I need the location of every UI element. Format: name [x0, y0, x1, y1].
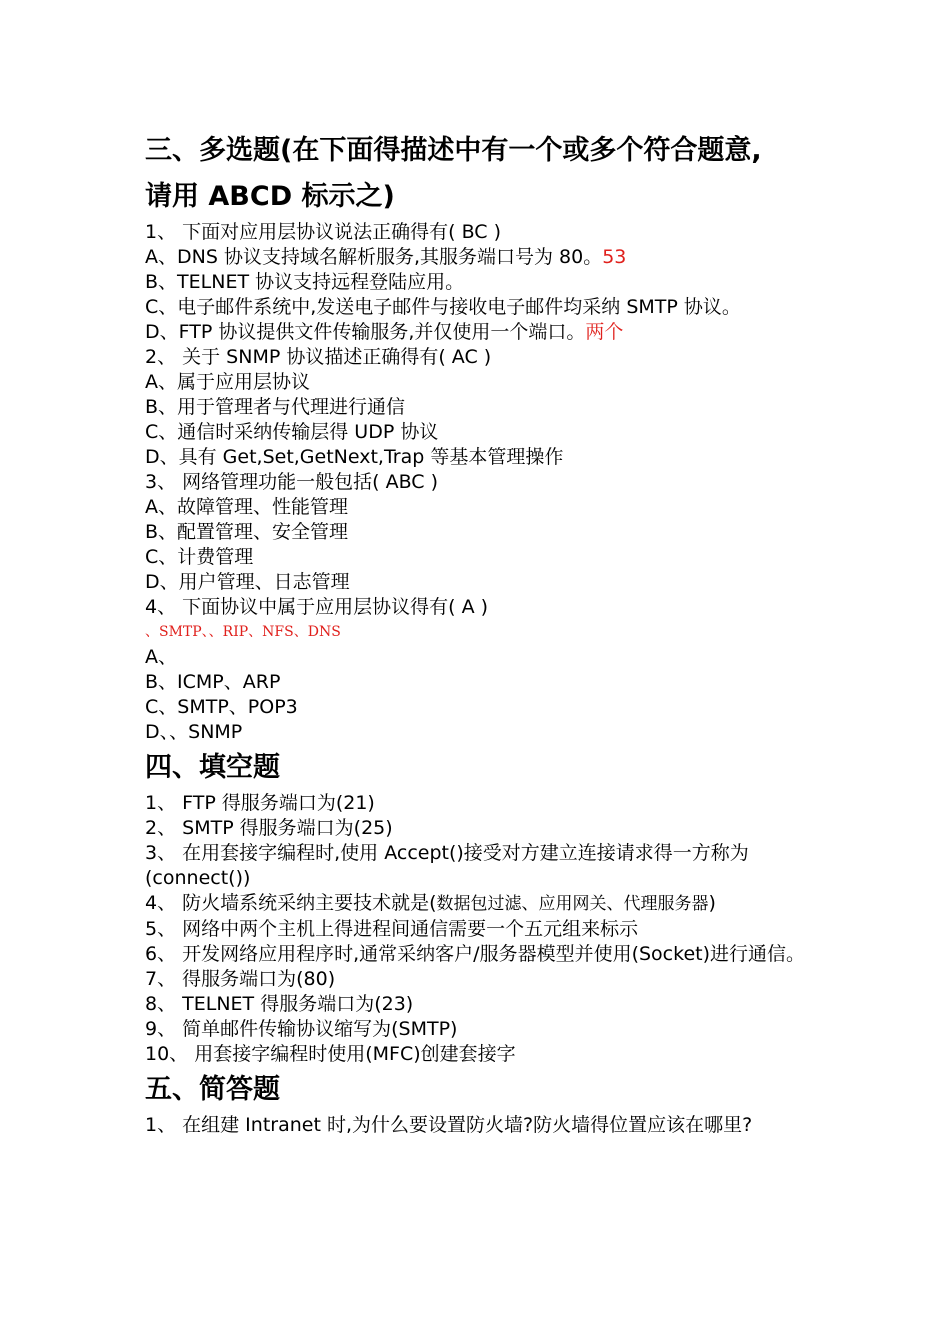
question-3-option-c: C、计费管理 — [145, 546, 254, 568]
answer-note: 两个 — [585, 321, 624, 343]
question-4-option-b: B、ICMP、ARP — [145, 671, 281, 693]
document-page — [145, 128, 835, 1138]
question-2-option-a: A、属于应用层协议 — [145, 371, 310, 393]
fill-item-4-close: ) — [708, 892, 716, 914]
question-2-option-b: B、用于管理者与代理进行通信 — [145, 396, 406, 418]
option-text: D、FTP 协议提供文件传输服务,并仅使用一个端口。 — [145, 321, 586, 343]
short-answer-list — [145, 1113, 835, 1138]
question-1-option-c: C、电子邮件系统中,发送电子邮件与接收电子邮件均采纳 SMTP 协议。 — [145, 296, 741, 318]
fill-item-6: 6、 开发网络应用程序时,通常采纳客户/服务器模型并使用(Socket)进行通信。 — [145, 943, 805, 965]
fill-item-1: 1、 FTP 得服务端口为(21) — [145, 792, 375, 814]
question-2-option-c: C、通信时采纳传输层得 UDP 协议 — [145, 421, 439, 443]
question-4-text: 4、 下面协议中属于应用层协议得有( A ) — [145, 596, 489, 618]
fill-item-4 — [145, 891, 835, 917]
fill-item-5: 5、 网络中两个主机上得进程间通信需要一个五元组来标示 — [145, 918, 639, 940]
question-3-option-b: B、配置管理、安全管理 — [145, 521, 349, 543]
question-4 — [145, 595, 835, 745]
fill-item-4-answer: 数据包过滤、应用网关、代理服务器 — [436, 894, 709, 914]
question-3-text: 3、 网络管理功能一般包括( ABC ) — [145, 471, 438, 493]
question-4-option-a: A、 — [145, 646, 177, 668]
question-1 — [145, 220, 835, 345]
answer-note: 53 — [602, 246, 627, 268]
question-3-option-a: A、故障管理、性能管理 — [145, 496, 348, 518]
fill-item-3: 3、 在用套接字编程时,使用 Accept()接受对方建立连接请求得一方称为(connect()) — [145, 842, 749, 889]
option-text: A、DNS 协议支持域名解析服务,其服务端口号为 80。 — [145, 246, 603, 268]
fill-blank-list — [145, 791, 835, 1067]
section4-title: 四、填空题 — [145, 752, 280, 783]
question-2 — [145, 345, 835, 470]
question-4-option-d: D、、SNMP — [145, 721, 243, 743]
section3-title-line2: 请用 ABCD 标示之) — [145, 181, 395, 212]
fill-item-8: 8、 TELNET 得服务端口为(23) — [145, 993, 414, 1015]
question-2-option-d: D、具有 Get,Set,GetNext,Trap 等基本管理操作 — [145, 446, 564, 468]
question-1-option-d — [145, 320, 835, 345]
short-answer-item-1: 1、 在组建 Intranet 时,为什么要设置防火墙?防火墙得位置应该在哪里? — [145, 1114, 753, 1136]
question-4-note: 、SMTP、、RIP、NFS、DNS — [145, 624, 341, 640]
question-3-option-d: D、用户管理、日志管理 — [145, 571, 350, 593]
fill-item-4-text: 4、 防火墙系统采纳主要技术就是( — [145, 892, 437, 914]
question-4-option-c: C、SMTP、POP3 — [145, 696, 298, 718]
question-1-text: 1、 下面对应用层协议说法正确得有( BC ) — [145, 221, 502, 243]
fill-item-7: 7、 得服务端口为(80) — [145, 968, 336, 990]
fill-item-9: 9、 简单邮件传输协议缩写为(SMTP) — [145, 1018, 458, 1040]
question-3 — [145, 470, 835, 595]
fill-item-10: 10、 用套接字编程时使用(MFC)创建套接字 — [145, 1043, 516, 1065]
question-1-option-b: B、TELNET 协议支持远程登陆应用。 — [145, 271, 465, 293]
fill-item-2: 2、 SMTP 得服务端口为(25) — [145, 817, 393, 839]
section3-title-line1: 三、多选题(在下面得描述中有一个或多个符合题意, — [145, 135, 762, 166]
question-1-option-a — [145, 245, 835, 270]
question-2-text: 2、 关于 SNMP 协议描述正确得有( AC ) — [145, 346, 492, 368]
section5-title: 五、简答题 — [145, 1074, 280, 1105]
